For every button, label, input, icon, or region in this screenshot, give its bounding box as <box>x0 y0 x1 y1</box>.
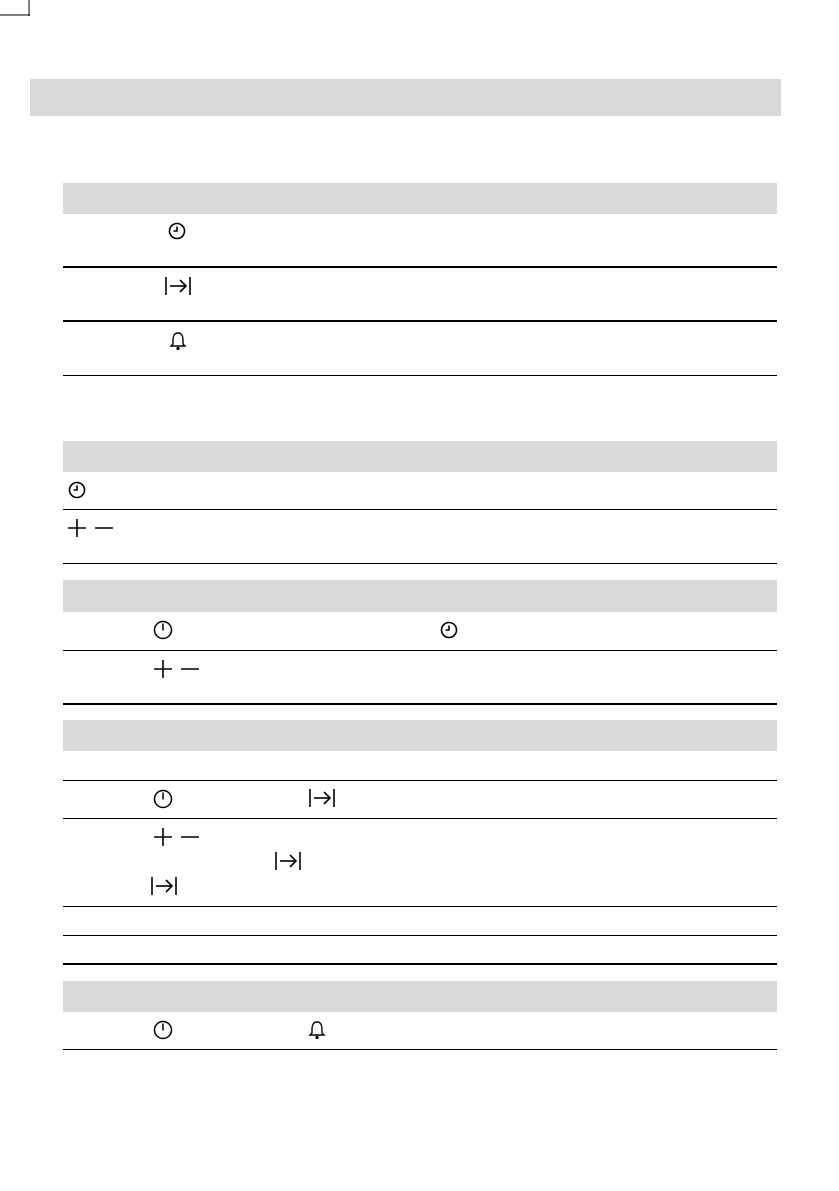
minute-minder-table <box>63 981 777 1050</box>
table-header <box>63 183 777 214</box>
minus-icon <box>180 827 200 847</box>
table-row <box>63 936 777 965</box>
clock-setting-table <box>63 441 777 564</box>
end-time-icon <box>164 276 192 296</box>
table-row <box>63 781 777 819</box>
table-header <box>63 981 777 1012</box>
table-row <box>63 907 777 936</box>
end-time-icon <box>274 851 302 871</box>
clock-icon <box>168 222 186 240</box>
table-row <box>63 751 777 781</box>
end-time-icon <box>308 788 336 808</box>
table-row <box>63 1012 777 1050</box>
table-header <box>63 441 777 472</box>
bell-icon <box>169 331 187 351</box>
table-row <box>63 510 777 564</box>
clock-icon <box>440 621 458 639</box>
minus-icon <box>180 659 200 679</box>
minus-icon <box>94 518 114 538</box>
table-header <box>63 580 777 612</box>
timer-functions-table <box>63 183 777 376</box>
power-icon <box>153 620 173 640</box>
plus-icon <box>153 827 173 847</box>
table-row <box>63 322 777 376</box>
table-row <box>63 214 777 268</box>
power-icon <box>153 789 173 809</box>
clock-icon <box>68 481 86 499</box>
section-header-band <box>30 79 781 116</box>
table-row <box>63 612 777 651</box>
table-row <box>63 472 777 510</box>
table-row <box>63 268 777 322</box>
power-icon <box>153 1020 173 1040</box>
clock-change-table <box>63 580 777 705</box>
end-time-icon <box>150 876 178 896</box>
bell-icon <box>308 1020 326 1040</box>
end-time-table <box>63 720 777 965</box>
table-header <box>63 720 777 751</box>
corner-crop-mark <box>0 0 30 16</box>
table-row <box>63 651 777 705</box>
plus-icon <box>153 659 173 679</box>
plus-icon <box>67 518 87 538</box>
table-row <box>63 819 777 907</box>
